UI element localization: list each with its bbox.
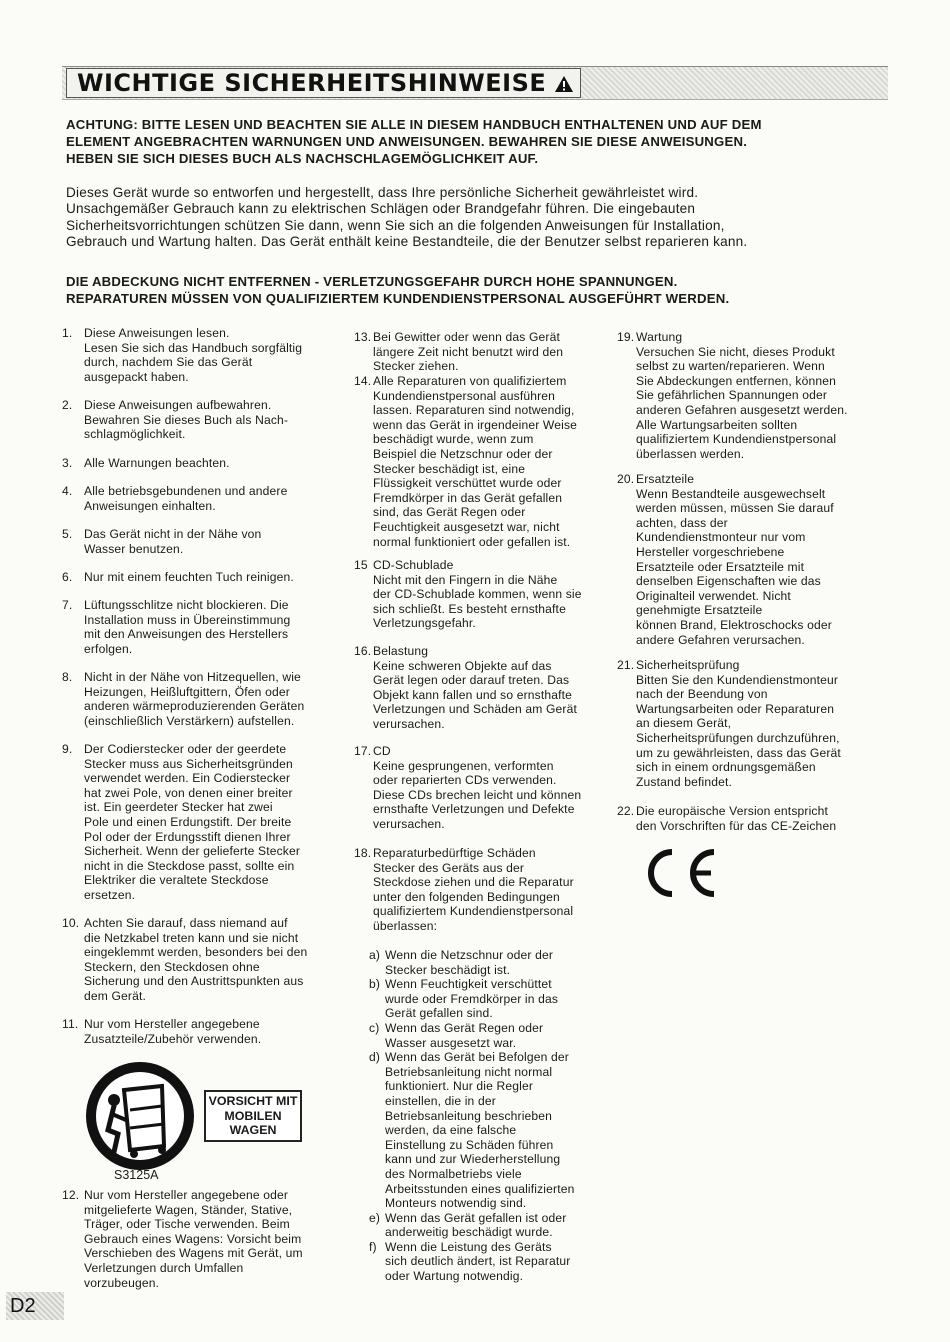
item-text: Alle Reparaturen von qualifiziertem Kundendienstpersonal ausführen lassen. Reparaturen sind notwendig, wenn das Gerät in irgendeiner Weise beschädigt wurde, wenn zum Beispiel die Netzschnur oder der Stecker beschädigt ist, eine Flüssigkeit verschüttet wurde oder Fremdkörper in das Gerät gefallen sind, das Gerät Regen oder Feuchtigkeit ausgesetzt war, nicht normal funktioniert oder gefallen ist. <box>373 374 578 549</box>
list-item <box>62 456 347 471</box>
list-item <box>62 598 347 656</box>
cart-figure-code: S3125A <box>114 1168 159 1182</box>
list-item <box>354 374 619 549</box>
item-number: 9. <box>62 742 73 756</box>
sub-item <box>369 1021 619 1050</box>
item-text: Diese Anweisungen aufbewahren. Bewahren Sie dieses Buch als Nach- schlagmöglichkeit. <box>84 398 289 442</box>
list-item <box>617 658 912 789</box>
item-text: Die europäische Version entspricht den Vorschriften für das CE-Zeichen <box>636 804 837 833</box>
page-title-text: WICHTIGE SICHERHEITSHINWEISE <box>77 69 547 97</box>
sublist-18 <box>369 948 619 1284</box>
item-number: 22. <box>617 804 635 818</box>
item-text: Ersatzteile Wenn Bestandteile ausgewechselt werden müssen, müssen Sie darauf achten, dass der Kundendienstmonteur nur vom Hersteller vorgeschriebene Ersatzteile oder Ersatzteile mit denselben Eigenschaften wie das Originalteil verwendet. Nicht genehmigte Ersatzteile können Brand, Elektroschocks oder andere Gefahren verursachen. <box>636 472 834 647</box>
item-text: Wartung Versuchen Sie nicht, dieses Produkt selbst zu warten/reparieren. Wenn Sie Abdeckungen entfernen, können Sie gefährlichen Spannungen oder anderen Gefahren ausgesetzt werden. Alle Wartungsarbeiten sollten qualifiziertem Kundendienstpersonal überlassen werden. <box>636 330 848 461</box>
ce-mark-icon <box>641 846 719 900</box>
item-number: 12. <box>62 1188 80 1202</box>
item-number: 18. <box>354 846 372 860</box>
intro-paragraph <box>66 185 886 251</box>
item-number: 14. <box>354 374 372 388</box>
sub-text: Wenn das Gerät gefallen ist oder anderweitig beschädigt wurde. <box>385 1210 567 1240</box>
item-number: 20. <box>617 472 635 486</box>
caution-line: HEBEN SIE SICH DIESES BUCH ALS NACHSCHLAGEMÖGLICHKEIT AUF. <box>66 151 539 166</box>
sub-letter: e) <box>369 1210 381 1225</box>
sub-item <box>369 1211 619 1240</box>
item-number: 16. <box>354 644 372 658</box>
intro-line: Dieses Gerät wurde so entworfen und hergestellt, dass Ihre persönliche Sicherheit gewährleistet wird. <box>66 185 699 200</box>
item-number: 4. <box>62 484 73 498</box>
sub-text: Wenn das Gerät Regen oder Wasser ausgesetzt war. <box>385 1020 544 1050</box>
item-number: 7. <box>62 598 73 612</box>
caution-line: ACHTUNG: BITTE LESEN UND BEACHTEN SIE ALLE IN DIESEM HANDBUCH ENTHALTENEN UND AUF DEM <box>66 117 762 132</box>
intro-line: Gebrauch und Wartung halten. Das Gerät enthält keine Bestandteile, die der Benutzer selbst reparieren kann. <box>66 234 748 250</box>
sub-text: Wenn die Netzschnur oder der Stecker beschädigt ist. <box>385 948 554 977</box>
item-text: Achten Sie darauf, dass niemand auf die Netzkabel treten kann und sie nicht eingeklemmt werden, besonders bei den Steckern, den Steckdosen ohne Sicherung und den Austrittspunkten aus dem Gerät. <box>84 916 308 1003</box>
sub-letter: a) <box>369 948 381 962</box>
page-title <box>66 68 581 98</box>
sub-text: Wenn das Gerät bei Befolgen der Betriebsanleitung nicht normal funktioniert. Nur die Regler einstellen, die in der Betriebsanleitung beschrieben werden, da eine falsche Einstellung zu Schäden führen kann und zur Wiederherstellung des Normalbetriebs viele Arbeitsstunden eines qualifizierten Monteurs notwendig sind. <box>385 1050 575 1211</box>
list-item <box>617 472 912 647</box>
item-number: 3. <box>62 456 73 470</box>
caution-block <box>66 116 886 167</box>
list-item <box>354 846 619 934</box>
item-text: Diese Anweisungen lesen. Lesen Sie sich das Handbuch sorgfältig durch, nachdem Sie das Gerät ausgepackt haben. <box>84 326 303 384</box>
item-text: Sicherheitsprüfung Bitten Sie den Kundendienstmonteur nach der Beendung von Wartungsarbeiten oder Reparaturen an diesem Gerät, Sicherheitsprüfungen durchzuführen, um zu gewährleisten, dass das Gerät sich in einem ordnungsgemäßen Zustand befindet. <box>636 658 841 789</box>
item-number: 6. <box>62 570 73 584</box>
sub-letter: d) <box>369 1050 381 1065</box>
item-text: CD-Schublade Nicht mit den Fingern in die Nähe der CD-Schublade kommen, wenn sie sich schließt. Es besteht ernsthafte Verletzungsgefahr. <box>373 558 582 631</box>
item-number: 1. <box>62 326 73 340</box>
item-text: Alle betriebsgebundenen und andere Anweisungen einhalten. <box>84 484 288 513</box>
item-number: 21. <box>617 658 635 672</box>
cart-tipover-icon <box>84 1060 196 1172</box>
list-item <box>617 804 912 833</box>
danger-line: DIE ABDECKUNG NICHT ENTFERNEN - VERLETZUNGSGEFAHR DURCH HOHE SPANNUNGEN. <box>66 274 678 289</box>
list-item <box>354 558 619 631</box>
item-text: Nicht in der Nähe von Hitzequellen, wie Heizungen, Heißluftgittern, Öfen oder anderen wärmeproduzierenden Geräten (einschließlich Verstärkern) aufstellen. <box>84 670 305 728</box>
list-item <box>62 1017 347 1046</box>
intro-line: Unsachgemäßer Gebrauch kann zu elektrischen Schlägen oder Brandgefahr führen. Die eingebauten <box>66 201 696 217</box>
list-item <box>354 644 619 732</box>
list-item <box>62 527 347 556</box>
list-item <box>354 744 619 832</box>
item-text: CD Keine gesprungenen, verformten oder reparierten CDs verwenden. Diese CDs brechen leicht und können ernsthafte Verletzungen und Defekte verursachen. <box>373 744 582 831</box>
list-item <box>62 670 347 728</box>
page-number: D2 <box>6 1292 64 1320</box>
item-text: Nur vom Hersteller angegebene Zusatzteile/Zubehör verwenden. <box>84 1017 262 1046</box>
intro-line: Sicherheitsvorrichtungen schützen Sie dann, wenn Sie sich an die folgenden Anweisungen für Installation, <box>66 217 725 233</box>
cart-warning-label: VORSICHT MIT MOBILEN WAGEN <box>204 1090 302 1142</box>
sub-item <box>369 1240 619 1284</box>
list-item <box>617 330 912 461</box>
item-number: 15 <box>354 558 368 572</box>
sub-item <box>369 1050 619 1211</box>
item-text: Belastung Keine schweren Objekte auf das Gerät legen oder darauf treten. Das Objekt kann fallen und so ernsthafte Verletzungen und Schäden am Gerät verursachen. <box>373 644 577 731</box>
sub-text: Wenn die Leistung des Geräts sich deutlich ändert, ist Reparatur oder Wartung notwendig. <box>385 1239 571 1284</box>
item-text: Nur mit einem feuchten Tuch reinigen. <box>84 570 294 584</box>
sub-letter: c) <box>369 1020 380 1035</box>
list-item <box>62 570 347 585</box>
item-text: Das Gerät nicht in der Nähe von Wasser benutzen. <box>84 527 262 556</box>
item-number: 5. <box>62 527 73 541</box>
list-item <box>62 742 347 903</box>
warning-triangle-icon <box>554 75 574 93</box>
list-item <box>62 484 347 513</box>
item-text: Der Codierstecker oder der geerdete Stecker muss aus Sicherheitsgründen verwendet werden. Ein Codierstecker hat zwei Pole, von denen einer breiter ist. Ein geerdeter Stecker hat zwei Pole und einen Erdungstift. Der breite Pol oder der Erdungsstift dienen Ihrer Sicherheit. Wenn der gelieferte Stecker nicht in die Steckdose passt, sollte ein Elektriker die veraltete Steckdose ersetzen. <box>84 742 301 902</box>
sub-item <box>369 948 619 977</box>
item-number: 17. <box>354 744 372 758</box>
sub-letter: b) <box>369 977 381 992</box>
sub-text: Wenn Feuchtigkeit verschüttet wurde oder Fremdkörper in das Gerät gefallen sind. <box>385 977 559 1021</box>
item-text: Bei Gewitter oder wenn das Gerät längere Zeit nicht benutzt wird den Stecker ziehen. <box>373 330 564 374</box>
item-number: 8. <box>62 670 73 684</box>
caution-line: ELEMENT ANGEBRACHTEN WARNUNGEN UND ANWEISUNGEN. BEWAHREN SIE DIESE ANWEISUNGEN. <box>66 134 748 149</box>
danger-line: REPARATUREN MÜSSEN VON QUALIFIZIERTEM KUNDENDIENSTPERSONAL AUSGEFÜHRT WERDEN. <box>66 291 730 306</box>
item-number: 11. <box>62 1017 79 1031</box>
item-number: 13. <box>354 330 372 344</box>
sub-letter: f) <box>369 1239 377 1254</box>
item-number: 19. <box>617 330 635 344</box>
item-text: Reparaturbedürftige Schäden Stecker des Geräts aus der Steckdose ziehen und die Reparatur unter den folgenden Bedingungen qualifiziertem Kundendienstpersonal überlassen: <box>373 846 574 933</box>
list-item <box>62 1188 347 1290</box>
list-item <box>62 916 347 1004</box>
sub-item <box>369 977 619 1021</box>
item-text: Lüftungsschlitze nicht blockieren. Die Installation muss in Übereinstimmung mit den Anweisungen des Herstellers erfolgen. <box>84 598 291 656</box>
list-item <box>62 326 347 384</box>
cart-warning-figure <box>84 1060 314 1188</box>
item-text: Alle Warnungen beachten. <box>84 456 230 470</box>
list-item <box>62 398 347 442</box>
item-text: Nur vom Hersteller angegebene oder mitgelieferte Wagen, Ständer, Stative, Träger, oder Tische verwenden. Beim Gebrauch eines Wagens: Vorsicht beim Verschieben des Wagens mit Gerät, um Verletzungen durch Umfallen vorzubeugen. <box>84 1188 303 1290</box>
list-item <box>354 330 619 374</box>
item-number: 2. <box>62 398 73 412</box>
danger-block <box>66 273 886 307</box>
item-number: 10. <box>62 916 80 930</box>
